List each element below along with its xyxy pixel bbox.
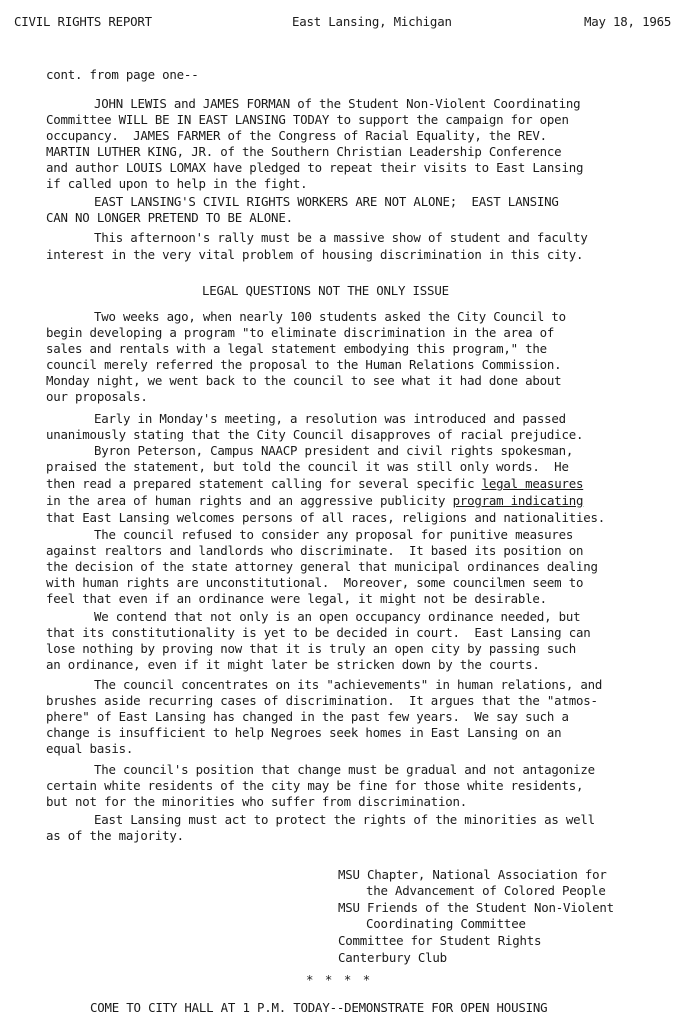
- body-line: that its constitutionality is yet to be decided in court. East Lansing can: [46, 625, 591, 640]
- signatory-line: Canterbury Club: [338, 950, 447, 965]
- intro-line: and author LOUIS LOMAX have pledged to repeat their visits to East Lansing: [46, 160, 584, 175]
- intro-line: Committee WILL BE IN EAST LANSING TODAY to support the campaign for open: [46, 112, 569, 127]
- body-line: Monday night, we went back to the council to see what it had done about: [46, 373, 562, 388]
- signatory-line: the Advancement of Colored People: [366, 883, 606, 898]
- section-heading: LEGAL QUESTIONS NOT THE ONLY ISSUE: [202, 283, 449, 298]
- intro-line: interest in the very vital problem of housing discrimination in this city.: [46, 247, 584, 262]
- body-line: but not for the minorities who suffer from discrimination.: [46, 794, 468, 809]
- body-line: the decision of the state attorney general that municipal ordinances dealing: [46, 559, 598, 574]
- body-line: an ordinance, even if it might later be stricken down by the courts.: [46, 657, 540, 672]
- intro-line: JOHN LEWIS and JAMES FORMAN of the Student Non-Violent Coordinating: [94, 96, 581, 111]
- body-line: lose nothing by proving now that it is truly an open city by passing such: [46, 641, 576, 656]
- body-line: Two weeks ago, when nearly 100 students asked the City Council to: [94, 309, 566, 324]
- body-line: The council concentrates on its "achievements" in human relations, and: [94, 677, 603, 692]
- body-line: with human rights are unconstitutional. Moreover, some councilmen seem to: [46, 575, 584, 590]
- intro-line: This afternoon's rally must be a massive show of student and faculty: [94, 230, 588, 245]
- intro-line: MARTIN LUTHER KING, JR. of the Southern Christian Leadership Conference: [46, 144, 562, 159]
- body-line: We contend that not only is an open occupancy ordinance needed, but: [94, 609, 581, 624]
- body-line: The council's position that change must be gradual and not antagonize: [94, 762, 595, 777]
- body-line: phere" of East Lansing has changed in the past few years. We say such a: [46, 709, 569, 724]
- body-line: brushes aside recurring cases of discrimination. It argues that the "atmos-: [46, 693, 598, 708]
- underlined-phrase: program indicating: [452, 493, 584, 508]
- body-line: unanimously stating that the City Council disapproves of racial prejudice.: [46, 427, 584, 442]
- body-line: change is insufficient to help Negroes seek homes in East Lansing on an: [46, 725, 562, 740]
- intro-line: CAN NO LONGER PRETEND TO BE ALONE.: [46, 210, 293, 225]
- body-text: in the area of human rights and an aggressive publicity: [46, 493, 453, 508]
- body-text: then read a prepared statement calling for several specific: [46, 476, 482, 491]
- signatory-line: MSU Friends of the Student Non-Violent: [338, 900, 614, 915]
- body-line: feel that even if an ordinance were legal, it might not be desirable.: [46, 591, 547, 606]
- intro-line: if called upon to help in the fight.: [46, 176, 308, 191]
- body-line: Early in Monday's meeting, a resolution was introduced and passed: [94, 411, 566, 426]
- intro-line: EAST LANSING'S CIVIL RIGHTS WORKERS ARE NOT ALONE; EAST LANSING: [94, 194, 559, 209]
- signatory-line: Coordinating Committee: [366, 916, 526, 931]
- page-header: [0, 14, 700, 36]
- intro-line: occupancy. JAMES FARMER of the Congress of Racial Equality, the REV.: [46, 128, 547, 143]
- body-line: praised the statement, but told the council it was still only words. He: [46, 459, 569, 474]
- body-line: Byron Peterson, Campus NAACP president and civil rights spokesman,: [94, 443, 574, 458]
- body-line: our proposals.: [46, 389, 148, 404]
- body-line: against realtors and landlords who discriminate. It based its position on: [46, 543, 584, 558]
- body-line: [46, 476, 583, 492]
- body-line: council merely referred the proposal to the Human Relations Commission.: [46, 357, 562, 372]
- continuation-note: cont. from page one--: [46, 67, 199, 82]
- issue-date: May 18, 1965: [584, 14, 672, 29]
- body-line: equal basis.: [46, 741, 134, 756]
- signatory-line: MSU Chapter, National Association for: [338, 867, 607, 882]
- call-to-action: COME TO CITY HALL AT 1 P.M. TODAY--DEMONSTRATE FOR OPEN HOUSING: [90, 1000, 548, 1015]
- body-line: as of the majority.: [46, 828, 184, 843]
- body-line: certain white residents of the city may be fine for those white residents,: [46, 778, 584, 793]
- body-line: The council refused to consider any proposal for punitive measures: [94, 527, 574, 542]
- underlined-phrase: legal measures: [481, 476, 584, 491]
- body-line: sales and rentals with a legal statement embodying this program," the: [46, 341, 547, 356]
- section-separator: * * * *: [306, 972, 373, 987]
- location: East Lansing, Michigan: [292, 14, 452, 29]
- body-line: [46, 493, 583, 509]
- body-line: that East Lansing welcomes persons of all races, religions and nationalities.: [46, 510, 606, 525]
- body-line: East Lansing must act to protect the rights of the minorities as well: [94, 812, 595, 827]
- signatory-line: Committee for Student Rights: [338, 933, 542, 948]
- body-line: begin developing a program "to eliminate discrimination in the area of: [46, 325, 555, 340]
- publication-name: CIVIL RIGHTS REPORT: [14, 14, 152, 29]
